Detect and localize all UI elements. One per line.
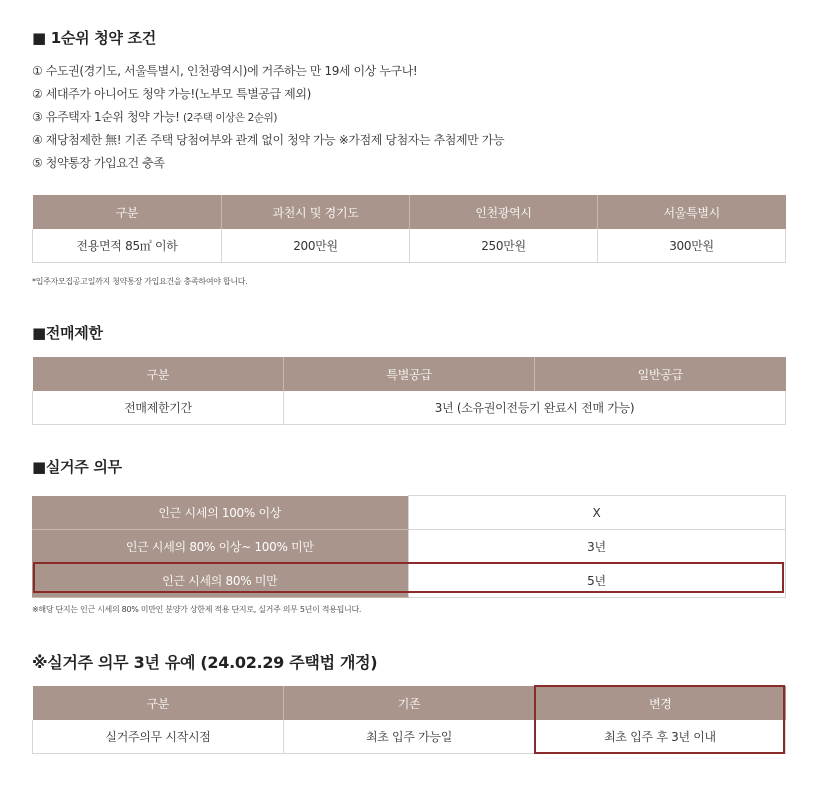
- footnote: ※해당 단지는 인근 시세의 80% 미만인 분양가 상한제 적용 단지로, 실거주 의무 5년이 적용됩니다.: [32, 605, 362, 614]
- condition-item: ⑤ 청약통장 가입요건 충족: [32, 156, 165, 170]
- condition-item: ③ 유주택자 1순위 청약 가능! (2주택 이상은 2순위): [32, 110, 278, 124]
- table-cell: 3년 (소유권이전등기 완료시 전매 가능): [284, 391, 786, 425]
- footnote: *입주자모집공고일까지 청약통장 가입요건을 충족하여야 합니다.: [32, 277, 248, 286]
- table-cell: 3년: [408, 530, 785, 564]
- table-cell: 실거주의무 시작시점: [33, 720, 284, 754]
- table-cell: 200만원: [222, 229, 410, 263]
- table-header: 구분: [33, 357, 284, 391]
- table-row: [33, 229, 786, 263]
- subscription-deposit-table: [32, 195, 786, 263]
- table-header: 일반공급: [535, 357, 786, 391]
- table-row: [32, 530, 785, 564]
- table-row-label: 인근 시세의 80% 미만: [32, 564, 408, 598]
- table-cell: 전용면적 85㎡ 이하: [33, 229, 222, 263]
- table-header: 특별공급: [284, 357, 535, 391]
- table-cell: 300만원: [598, 229, 786, 263]
- table-cell: 전매제한기간: [33, 391, 284, 425]
- table-header: 서울특별시: [598, 195, 786, 229]
- table-row: [33, 391, 786, 425]
- table-cell: 5년: [408, 564, 785, 598]
- condition-item: ④ 재당첨제한 無! 기존 주택 당첨여부와 관계 없이 청약 가능 ※가점제 당첨자는 추첨제만 가능: [32, 133, 505, 147]
- table-cell: 최초 입주 후 3년 이내: [535, 720, 786, 754]
- table-header: 변경: [535, 686, 786, 720]
- table-header: 인천광역시: [410, 195, 598, 229]
- table-row: [32, 496, 785, 530]
- conditions-list: [32, 60, 504, 175]
- table-cell: 250만원: [410, 229, 598, 263]
- table-header: 구분: [33, 195, 222, 229]
- table-header: 구분: [33, 686, 284, 720]
- residence-obligation-table: [32, 495, 786, 598]
- section-title-priority-conditions: ■ 1순위 청약 조건: [32, 29, 156, 47]
- condition-item: ② 세대주가 아니어도 청약 가능!(노부모 특별공급 제외): [32, 87, 311, 101]
- residence-deferral-table: [32, 686, 786, 754]
- condition-item: ① 수도권(경기도, 서울특별시, 인천광역시)에 거주하는 만 19세 이상 누구나!: [32, 64, 418, 78]
- resale-restriction-table: [32, 357, 786, 425]
- table-cell: 최초 입주 가능일: [284, 720, 535, 754]
- table-row: [33, 720, 786, 754]
- table-header: 과천시 및 경기도: [222, 195, 410, 229]
- section-title-residence-obligation: ■실거주 의무: [32, 458, 122, 476]
- table-row-label: 인근 시세의 100% 이상: [32, 496, 408, 530]
- table-row-label: 인근 시세의 80% 이상~ 100% 미만: [32, 530, 408, 564]
- table-row: [32, 564, 785, 598]
- table-header: 기존: [284, 686, 535, 720]
- condition-sub-note: (2주택 이상은 2순위): [183, 112, 278, 124]
- section-title-residence-deferral: ※실거주 의무 3년 유예 (24.02.29 주택법 개정): [32, 653, 378, 672]
- table-cell: X: [408, 496, 785, 530]
- section-title-resale-restriction: ■전매제한: [32, 324, 103, 342]
